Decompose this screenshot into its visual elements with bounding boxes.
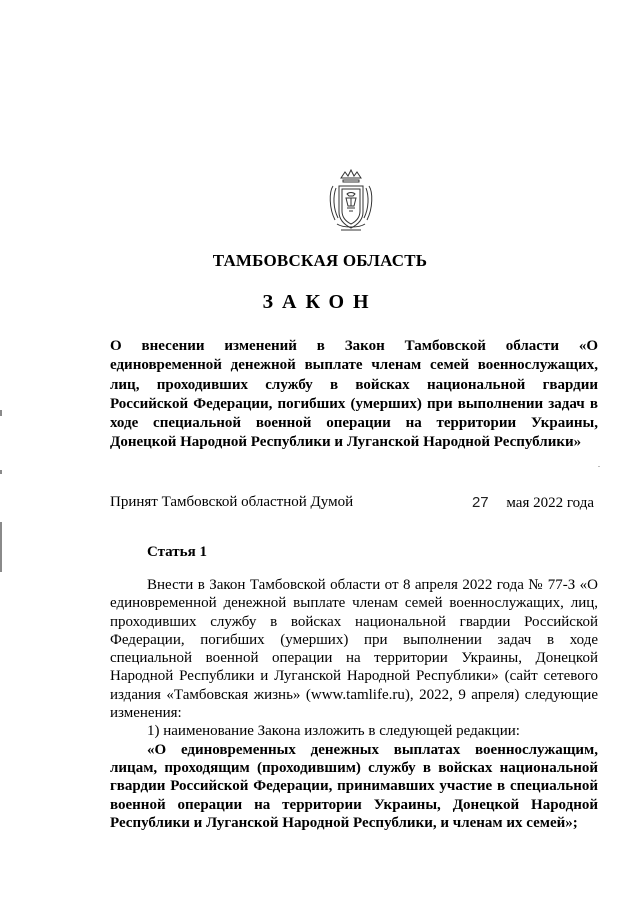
adoption-month-year: мая 2022 года [506,495,594,511]
speck [598,466,600,467]
region-name: ТАМБОВСКАЯ ОБЛАСТЬ [212,251,428,270]
article-body [110,576,598,832]
law-title: О внесении изменений в Закон Тамбовской области «О единовременной денежной выплате членам семей военнослужащих, лиц, проходивших службу в войсках национальной гвардии Российской Федерации, погибших (умерших) при выполнении задач в ходе специальной военной операции на территории Украины, Донецкой Народной Республики и Луганской Народной Республики» [110,338,598,451]
article-intro: Внести в Закон Тамбовской области от 8 апреля 2022 года № 77-З «О единовременной денежной выплате членам семей военнослужащих, лиц, проходивших службу в войсках национальной гвардии Российской Федерации, погибших (умерших) при выполнении задач в ходе специальной военной операции на территории Украины, Донецкой Народной Республики и Луганской Народной Республики» (сайт сетевого издания «Тамбовская жизнь» (www.tamlife.ru), 2022, 9 апреля) следующие изменения: [110,577,598,722]
adoption-date [472,493,594,513]
document-type: ЗАКОН [262,291,378,313]
scan-margin-mark [0,410,2,416]
adoption-day: 27 [471,494,489,511]
scan-margin-mark [0,522,2,572]
coat-of-arms-icon [327,168,375,234]
article-heading: Статья 1 [147,544,207,560]
adopted-by: Принят Тамбовской областной Думой [110,494,354,510]
new-law-name: «О единовременных денежных выплатах военнослужащим, лицам, проходящим (проходившим) службу в войсках национальной гвардии Российской Федерации, принимавших участие в специальной военной операции на территории Украины, Донецкой Народной Республики и Луганской Народной Республики, и членам их семей»; [110,741,598,831]
article-item-1: 1) наименование Закона изложить в следующей редакции: [147,723,520,740]
scan-margin-mark [0,470,2,474]
